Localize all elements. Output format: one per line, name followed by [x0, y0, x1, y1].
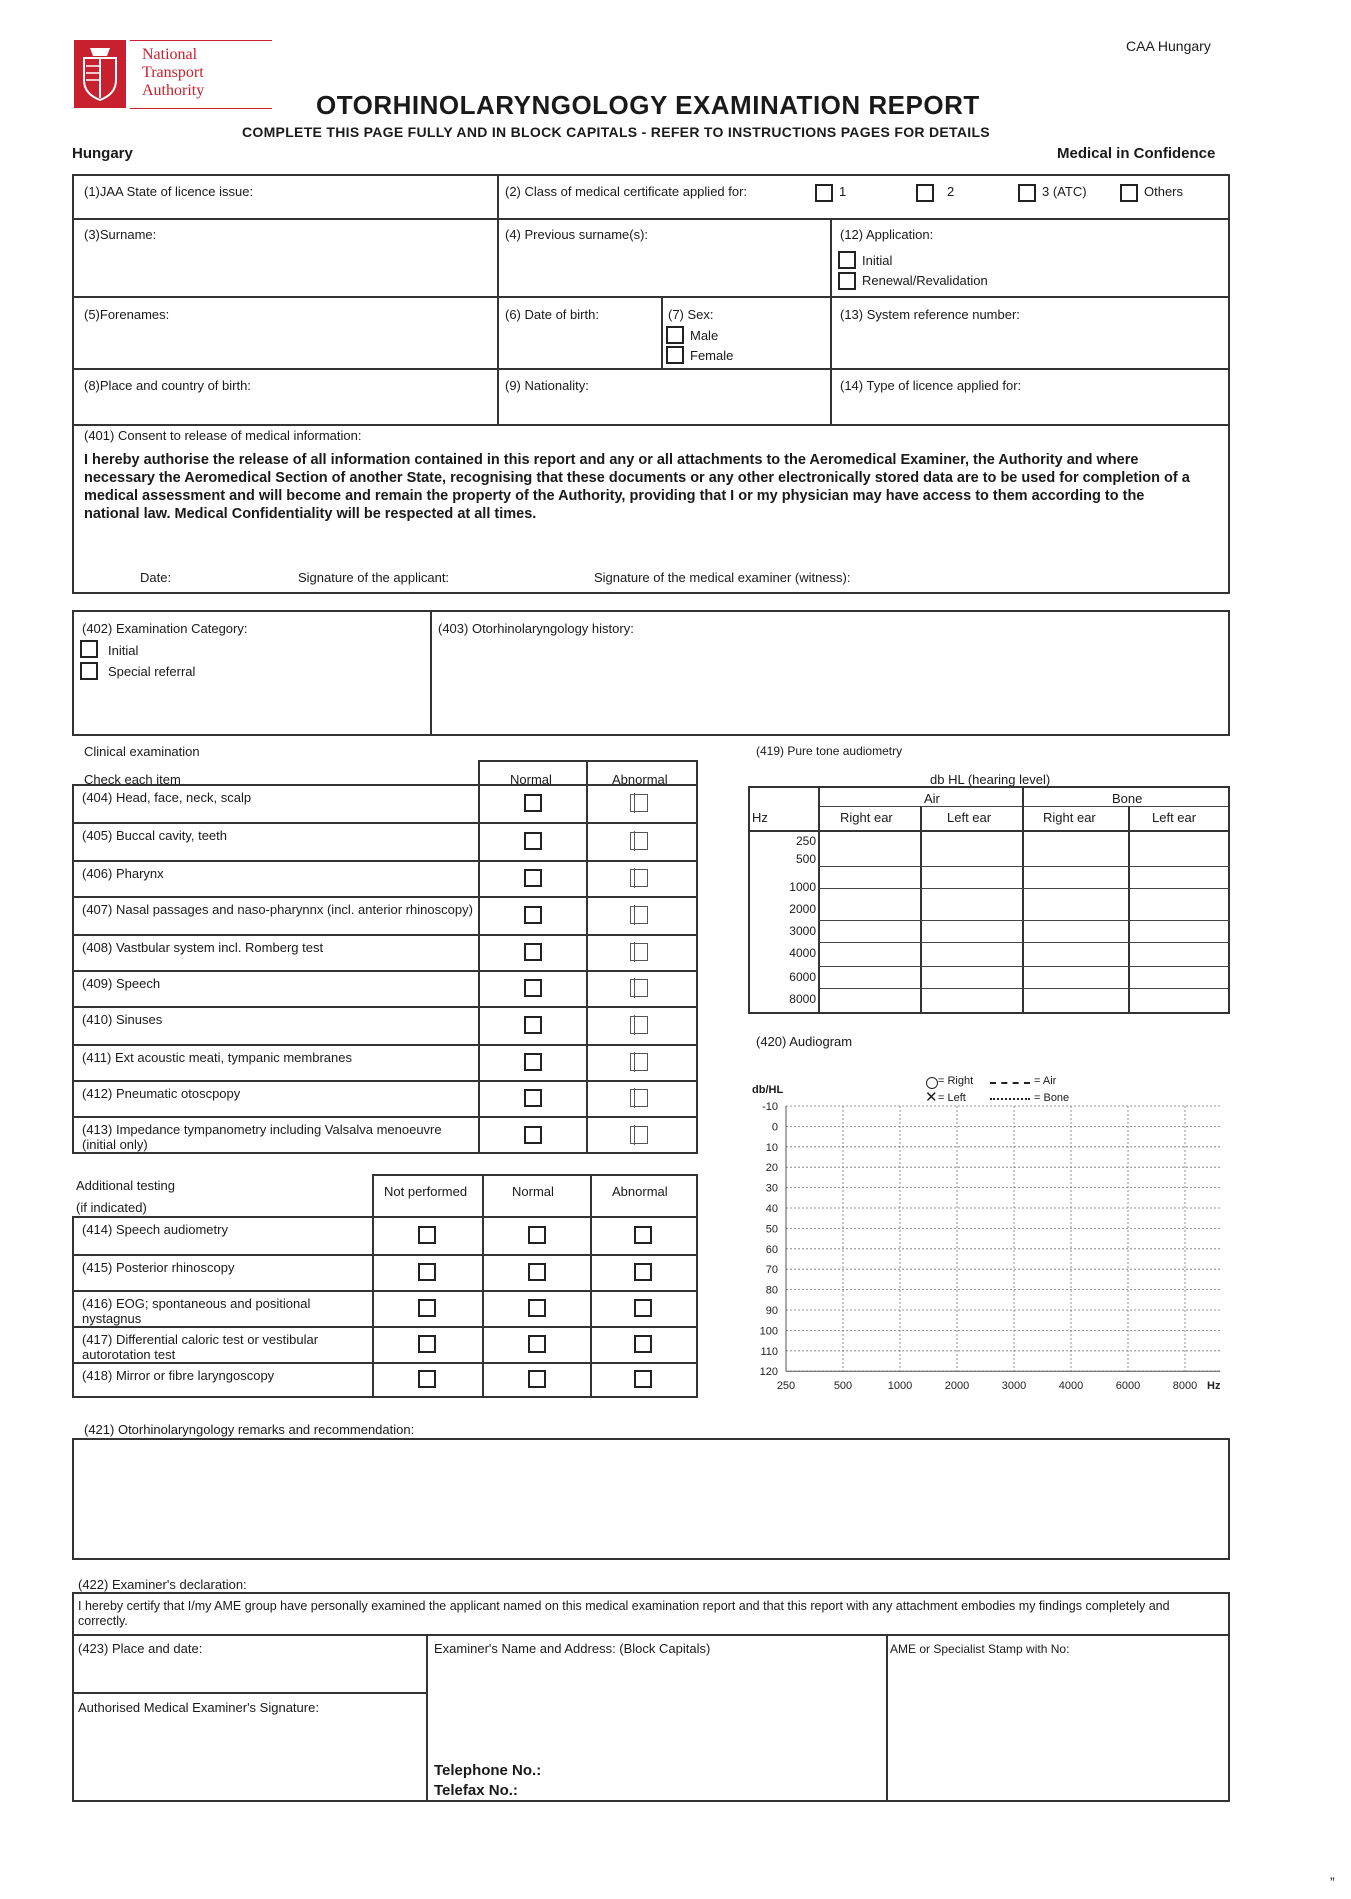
class-2-label: 2 [947, 184, 955, 199]
clinical-abnormal-checkbox[interactable] [630, 943, 648, 961]
clinical-check-label: Check each item [84, 772, 181, 787]
audiogram-title: (420) Audiogram [756, 1034, 853, 1049]
field-system-reference[interactable]: (13) System reference number: [840, 307, 1020, 322]
audiometry-hz-header: Hz [752, 810, 768, 825]
clinical-normal-checkbox[interactable] [524, 1053, 542, 1071]
clinical-item-label: (409) Speech [82, 976, 161, 991]
clinical-abnormal-checkbox[interactable] [630, 1089, 648, 1107]
field-certificate-class: (2) Class of medical certificate applied for: [505, 184, 748, 199]
clinical-row-divider [72, 860, 698, 862]
audiogram-ytick: -10 [762, 1101, 778, 1113]
declaration-examiner-name[interactable]: Examiner's Name and Address: (Block Capitals) [434, 1641, 711, 1656]
clinical-normal-checkbox[interactable] [524, 794, 542, 812]
category-initial-checkbox[interactable] [80, 640, 98, 658]
sex-male-label: Male [690, 328, 719, 343]
audiogram-ytick: 120 [759, 1366, 778, 1379]
org-name-line1: National [142, 46, 198, 63]
additional-not-performed-checkbox[interactable] [418, 1299, 436, 1317]
clinical-normal-checkbox[interactable] [524, 869, 542, 887]
clinical-abnormal-checkbox[interactable] [630, 1053, 648, 1071]
audiometry-title: (419) Pure tone audiometry [756, 744, 903, 758]
page-subtitle: COMPLETE THIS PAGE FULLY AND IN BLOCK CAPITALS - REFER TO INSTRUCTIONS PAGES FOR DETAILS [242, 124, 990, 140]
legend-left-label: = Left [938, 1092, 966, 1104]
audiogram-ytick: 40 [765, 1203, 778, 1215]
clinical-item-label: (411) Ext acoustic meati, tympanic membranes [82, 1050, 352, 1065]
audiometry-air-header: Air [924, 791, 940, 806]
confidential-label: Medical in Confidence [1057, 145, 1216, 162]
audiometry-freq-label: 6000 [789, 970, 816, 984]
clinical-row-divider [72, 822, 698, 824]
declaration-text: I hereby certify that I/my AME group have personally examined the applicant named on this medical examination report and that this report with any attachment embodies my findings completely and correctly. [78, 1599, 1170, 1628]
history-label[interactable]: (403) Otorhinolaryngology history: [438, 621, 634, 636]
clinical-normal-checkbox[interactable] [524, 979, 542, 997]
state-label: Hungary [72, 145, 133, 162]
sex-female-checkbox[interactable] [666, 346, 684, 364]
additional-left-border [72, 1216, 74, 1398]
audiogram-xunit: Hz [1207, 1380, 1220, 1393]
clinical-item-label: (404) Head, face, neck, scalp [82, 790, 252, 805]
additional-row-divider [72, 1216, 698, 1218]
declaration-telefax: Telefax No.: [434, 1782, 518, 1799]
audiogram-xtick: 6000 [1115, 1380, 1141, 1393]
consent-signature-applicant[interactable]: Signature of the applicant: [298, 570, 450, 585]
audiogram-ytick: 60 [765, 1243, 778, 1256]
declaration-label: (422) Examiner's declaration: [78, 1577, 247, 1592]
class-others-label: Others [1144, 184, 1184, 199]
clinical-abnormal-checkbox[interactable] [630, 794, 648, 812]
clinical-abnormal-checkbox[interactable] [630, 869, 648, 887]
category-special-referral-checkbox[interactable] [80, 662, 98, 680]
audiometry-freq-label: 4000 [789, 946, 816, 960]
org-name-line2: Transport [142, 64, 204, 81]
class-3-atc-label: 3 (ATC) [1042, 184, 1087, 199]
legend-bone-label: = Bone [1034, 1092, 1070, 1104]
clinical-item-label: (405) Buccal cavity, teeth [82, 828, 227, 843]
clinical-normal-checkbox[interactable] [524, 1126, 542, 1144]
additional-row-divider [72, 1326, 698, 1328]
page-title: OTORHINOLARYNGOLOGY EXAMINATION REPORT [316, 90, 980, 120]
audiometry-col-air-left: Left ear [947, 810, 992, 825]
remarks-box[interactable] [72, 1438, 1230, 1560]
field-forenames[interactable]: (5)Forenames: [84, 307, 170, 322]
additional-normal-checkbox[interactable] [528, 1370, 546, 1388]
clinical-item-label: (406) Pharynx [82, 866, 164, 881]
sex-male-checkbox[interactable] [666, 326, 684, 344]
audiogram-xtick: 3000 [1001, 1380, 1027, 1393]
legend-air-label: = Air [1034, 1075, 1057, 1087]
field-surname[interactable]: (3)Surname: [84, 227, 157, 242]
additional-not-performed-checkbox[interactable] [418, 1335, 436, 1353]
hungarian-coat-of-arms-icon [74, 40, 126, 108]
application-renewal-checkbox[interactable] [838, 272, 856, 290]
field-nationality[interactable]: (9) Nationality: [505, 378, 589, 393]
audiogram-ytick: 0 [771, 1121, 778, 1134]
clinical-normal-checkbox[interactable] [524, 1016, 542, 1034]
audiometry-freq-label: 500 [795, 852, 816, 866]
remarks-label: (421) Otorhinolaryngology remarks and recommendation: [84, 1422, 415, 1437]
additional-abnormal-checkbox[interactable] [634, 1263, 652, 1281]
additional-normal-checkbox[interactable] [528, 1263, 546, 1281]
clinical-row-divider [72, 1044, 698, 1046]
audiogram-ylabel: db/HL [752, 1084, 784, 1096]
audiometry-freq-label: 3000 [789, 924, 816, 938]
additional-row-divider [72, 1254, 698, 1256]
class-others-checkbox[interactable] [1120, 184, 1138, 202]
audiometry-db-hl: db HL (hearing level) [930, 772, 1051, 787]
additional-abnormal-checkbox[interactable] [634, 1299, 652, 1317]
audiometry-freq-label: 250 [795, 834, 816, 848]
audiogram-ytick: 100 [759, 1325, 778, 1338]
legend-left-x-icon: ✕ [925, 1089, 938, 1106]
clinical-left-border [72, 784, 74, 1154]
field-date-of-birth[interactable]: (6) Date of birth: [505, 307, 599, 322]
audiogram-ytick: 80 [765, 1284, 778, 1297]
additional-abnormal-checkbox[interactable] [634, 1370, 652, 1388]
consent-text: I hereby authorise the release of all information contained in this report and any or all attachments to the Aeromedical Examiner, the Authority and where necessary the Aeromedical Section of another State, recognising that these documents or any other electronically stored data are to be used for completion of a medical assessment and will become and remain the property of the Authority, providing that I or my physician may have access to them according to the national law. Medical Confidentiality will be respected at all times. [84, 452, 1190, 522]
clinical-abnormal-checkbox[interactable] [630, 979, 648, 997]
additional-item-label: (415) Posterior rhinoscopy [82, 1260, 235, 1275]
application-renewal-label: Renewal/Revalidation [862, 273, 988, 288]
clinical-col-normal: Normal [510, 772, 552, 787]
additional-row-divider [72, 1290, 698, 1292]
category-special-referral-label: Special referral [108, 664, 196, 679]
legend-right-label: = Right [938, 1075, 974, 1087]
clinical-row-divider [72, 934, 698, 936]
clinical-normal-checkbox[interactable] [524, 1089, 542, 1107]
clinical-abnormal-checkbox[interactable] [630, 906, 648, 924]
exam-category-label: (402) Examination Category: [82, 621, 248, 636]
class-1-label: 1 [839, 184, 847, 199]
audiogram-xtick: 500 [833, 1380, 853, 1393]
declaration-place-date[interactable]: (423) Place and date: [78, 1641, 203, 1656]
additional-item-label: (416) EOG; spontaneous and positional nystagnus [82, 1296, 311, 1326]
audiometry-freq-label: 8000 [789, 992, 816, 1006]
field-sex: (7) Sex: [668, 307, 714, 322]
clinical-item-label: (408) Vastbular system incl. Romberg test [82, 940, 324, 955]
org-name-line3: Authority [142, 82, 205, 99]
field-place-of-birth[interactable]: (8)Place and country of birth: [84, 378, 251, 393]
clinical-title: Clinical examination [84, 744, 200, 759]
additional-item-label: (417) Differential caloric test or vestibular autorotation test [82, 1332, 319, 1362]
audiogram-ytick: 30 [765, 1182, 778, 1195]
clinical-item-label: (407) Nasal passages and naso-pharynnx (incl. anterior rhinoscopy) [82, 902, 473, 917]
audiogram-ytick: 20 [765, 1162, 778, 1175]
audiogram-xtick: 2000 [944, 1380, 970, 1393]
audiogram-xtick: 1000 [887, 1380, 913, 1393]
additional-item-label: (414) Speech audiometry [82, 1222, 228, 1237]
audiometry-row-divider [818, 920, 1230, 921]
additional-normal-checkbox[interactable] [528, 1335, 546, 1353]
category-initial-label: Initial [108, 643, 139, 658]
audiometry-freq-label: 2000 [789, 902, 816, 916]
audiogram-ytick: 90 [765, 1305, 778, 1317]
additional-col-not-performed: Not performed [384, 1184, 468, 1199]
application-initial-label: Initial [862, 253, 893, 268]
consent-label: (401) Consent to release of medical information: [84, 428, 362, 443]
class-3-atc-checkbox[interactable] [1018, 184, 1036, 202]
clinical-row-divider [72, 1116, 698, 1118]
audiometry-freq-label: 1000 [789, 880, 816, 894]
class-2-checkbox[interactable] [916, 184, 934, 202]
audiogram-ytick: 110 [760, 1345, 778, 1358]
additional-abnormal-checkbox[interactable] [634, 1226, 652, 1244]
additional-col-normal: Normal [512, 1184, 554, 1199]
class-1-checkbox[interactable] [815, 184, 833, 202]
additional-sub: (if indicated) [76, 1200, 147, 1215]
additional-item-label: (418) Mirror or fibre laryngoscopy [82, 1368, 275, 1383]
audiometry-bone-header: Bone [1112, 791, 1143, 806]
clinical-row-divider [72, 896, 698, 898]
clinical-col-abnormal: Abnormal [612, 772, 668, 787]
audiogram-ytick: 10 [765, 1141, 778, 1154]
field-licence-type[interactable]: (14) Type of licence applied for: [840, 378, 1022, 393]
audiometry-col-bone-left: Left ear [1152, 810, 1197, 825]
audiometry-row-divider [818, 866, 1230, 867]
additional-not-performed-checkbox[interactable] [418, 1263, 436, 1281]
clinical-abnormal-checkbox[interactable] [630, 1126, 648, 1144]
sex-female-label: Female [690, 348, 734, 363]
additional-row-divider [72, 1362, 698, 1364]
audiogram-xtick: 250 [776, 1380, 796, 1393]
field-application: (12) Application: [840, 227, 934, 242]
audiogram-ytick: 50 [765, 1223, 778, 1236]
caa-label: CAA Hungary [1126, 38, 1211, 54]
additional-not-performed-checkbox[interactable] [418, 1226, 436, 1244]
additional-abnormal-checkbox[interactable] [634, 1335, 652, 1353]
additional-col-abnormal: Abnormal [612, 1184, 668, 1199]
clinical-row-divider [72, 1080, 698, 1082]
clinical-normal-checkbox[interactable] [524, 832, 542, 850]
legend-air-line-icon [990, 1082, 1030, 1084]
clinical-row-divider [72, 970, 698, 972]
clinical-normal-checkbox[interactable] [524, 943, 542, 961]
clinical-abnormal-checkbox[interactable] [630, 832, 648, 850]
declaration-stamp[interactable]: AME or Specialist Stamp with No: [890, 1642, 1070, 1656]
audiometry-row-divider [818, 966, 1230, 967]
legend-right-circle-icon [926, 1077, 938, 1089]
application-initial-checkbox[interactable] [838, 251, 856, 269]
clinical-abnormal-checkbox[interactable] [630, 1016, 648, 1034]
clinical-item-label: (413) Impedance tympanometry including Valsalva menoeuvre (initial only) [82, 1122, 442, 1152]
audiometry-row-divider [818, 888, 1230, 889]
consent-signature-examiner[interactable]: Signature of the medical examiner (witness): [594, 570, 851, 585]
footer-mark: ” [1330, 1874, 1335, 1890]
field-previous-surname[interactable]: (4) Previous surname(s): [505, 227, 649, 242]
additional-normal-checkbox[interactable] [528, 1226, 546, 1244]
consent-date[interactable]: Date: [140, 570, 172, 585]
clinical-row-divider [72, 1006, 698, 1008]
audiometry-row-divider [818, 988, 1230, 989]
audiogram-chart[interactable] [740, 1100, 1220, 1406]
field-licence-state[interactable]: (1)JAA State of licence issue: [84, 184, 254, 199]
additional-normal-checkbox[interactable] [528, 1299, 546, 1317]
audiometry-row-divider [818, 942, 1230, 943]
audiogram-xtick: 8000 [1172, 1380, 1198, 1393]
clinical-item-label: (410) Sinuses [82, 1012, 163, 1027]
declaration-signature[interactable]: Authorised Medical Examiner's Signature: [78, 1700, 319, 1715]
additional-title: Additional testing [76, 1178, 176, 1193]
audiogram-xtick: 4000 [1058, 1380, 1084, 1393]
clinical-normal-checkbox[interactable] [524, 906, 542, 924]
audiometry-col-bone-right: Right ear [1043, 810, 1096, 825]
clinical-item-label: (412) Pneumatic otoscpopy [82, 1086, 241, 1101]
audiogram-ytick: 70 [765, 1264, 778, 1277]
declaration-telephone: Telephone No.: [434, 1762, 542, 1779]
additional-not-performed-checkbox[interactable] [418, 1370, 436, 1388]
clinical-row-divider [72, 784, 698, 786]
audiometry-col-air-right: Right ear [840, 810, 893, 825]
authority-logo [74, 40, 274, 110]
